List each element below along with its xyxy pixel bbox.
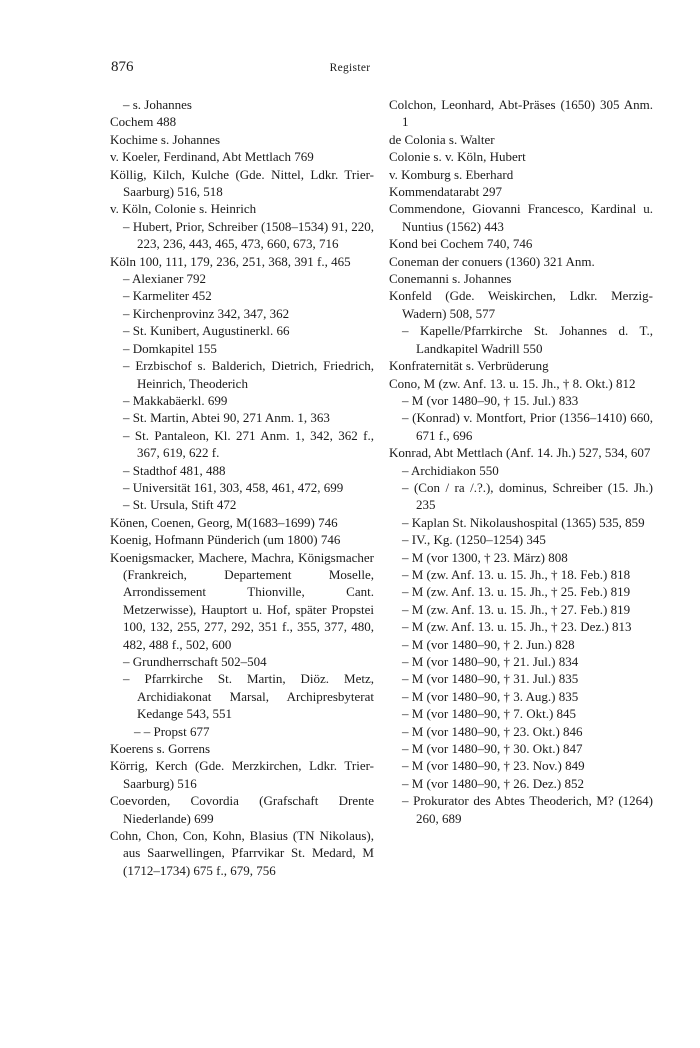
index-entry: Coevorden, Covordia (Grafschaft Drente Niederlande) 699 — [110, 793, 374, 826]
index-entry: – Pfarrkirche St. Martin, Diöz. Metz, Archidiakonat Marsal, Archipresbyterat Kedange 543, 551 — [123, 671, 374, 722]
index-entry: – s. Johannes — [123, 97, 192, 112]
index-entry: – M (vor 1480–90, † 15. Jul.) 833 — [402, 392, 579, 408]
index-entry: – Archidiakon 550 — [402, 462, 499, 478]
index-entry: Commendone, Giovanni Francesco, Kardinal u. Nuntius (1562) 443 — [389, 201, 653, 234]
index-entry: Cohn, Chon, Con, Kohn, Blasius (TN Nikolaus), aus Saarwellingen, Pfarrvikar St. Medard, M (1712–1734) 675 f., 679, 756 — [110, 828, 374, 878]
index-entry: Cochem 488 — [110, 114, 177, 130]
index-entry: – St. Martin, Abtei 90, 271 Anm. 1, 363 — [123, 410, 330, 426]
index-entry: – M (vor 1480–90, † 31. Jul.) 835 — [402, 671, 579, 687]
index-entry: – St. Kunibert, Augustinerkl. 66 — [123, 323, 290, 339]
index-entry: – Erzbischof s. Balderich, Dietrich, Friedrich, Heinrich, Theoderich — [123, 358, 374, 391]
index-entry: – M (vor 1480–90, † 23. Nov.) 849 — [402, 758, 585, 774]
index-entry: Koenigsmacker, Machere, Machra, Königsmacher (Frankreich, Departement Moselle, Arrondissement Thionville, Cant. Metzerwisse), Hauptort u. Hof, später Propstei 100, 132, 255, 277, 292, 351 f., 355, 377, 480, 482, 488 f., 502, 600 — [110, 549, 374, 652]
index-entry: Colonie s. v. Köln, Hubert — [389, 149, 526, 165]
index-entry: – M (zw. Anf. 13. u. 15. Jh., † 27. Feb.) 819 — [402, 601, 631, 617]
index-entry: – Domkapitel 155 — [123, 340, 217, 356]
index-entry: – Hubert, Prior, Schreiber (1508–1534) 91, 220, 223, 236, 443, 465, 473, 660, 673, 716 — [123, 218, 374, 252]
index-entry: Kond bei Cochem 740, 746 — [389, 236, 533, 252]
index-entry: Köllig, Kilch, Kulche (Gde. Nittel, Ldkr. Trier-Saarburg) 516, 518 — [110, 166, 374, 200]
index-entry: – Makkabäerkl. 699 — [123, 392, 228, 408]
index-entry: – IV., Kg. (1250–1254) 345 — [402, 532, 546, 548]
index-entry: – Grundherrschaft 502–504 — [123, 654, 267, 669]
index-entry: – Karmeliter 452 — [123, 288, 212, 304]
running-head: Register — [329, 62, 371, 74]
index-entry: Köln 100, 111, 179, 236, 251, 368, 391 f., 465 — [110, 253, 351, 269]
index-entry: v. Köln, Colonie s. Heinrich — [110, 201, 257, 217]
page-number: 876 — [111, 59, 134, 75]
index-entry: – – Propst 677 — [134, 723, 210, 739]
index-entry: – M (vor 1480–90, † 21. Jul.) 834 — [402, 654, 579, 669]
index-entry: – M (vor 1480–90, † 2. Jun.) 828 — [402, 636, 575, 652]
index-entry: – Alexianer 792 — [123, 271, 207, 287]
index-entry: – St. Ursula, Stift 472 — [123, 497, 237, 513]
index-entry: – Kirchenprovinz 342, 347, 362 — [123, 305, 290, 321]
index-entry: v. Komburg s. Eberhard — [389, 166, 514, 182]
index-entry: – (Con / ra /.?.), dominus, Schreiber (15. Jh.) 235 — [402, 479, 653, 513]
index-entry: Colchon, Leonhard, Abt-Präses (1650) 305 Anm. 1 — [389, 97, 653, 130]
index-entry: – M (vor 1300, † 23. März) 808 — [402, 549, 568, 565]
index-entry: – Universität 161, 303, 458, 461, 472, 699 — [123, 479, 344, 495]
index-entry: – M (vor 1480–90, † 26. Dez.) 852 — [402, 775, 584, 791]
index-entry: Kommendatarabt 297 — [389, 184, 502, 200]
index-entry: – M (vor 1480–90, † 7. Okt.) 845 — [402, 706, 577, 722]
index-entry: Konrad, Abt Mettlach (Anf. 14. Jh.) 527, 534, 607 — [389, 445, 651, 461]
index-entry: v. Koeler, Ferdinand, Abt Mettlach 769 — [110, 149, 314, 165]
index-entry: – M (zw. Anf. 13. u. 15. Jh., † 25. Feb.) 819 — [402, 584, 631, 600]
index-entry: Koerens s. Gorrens — [110, 741, 211, 757]
index-entry: – Prokurator des Abtes Theoderich, M? (1264) 260, 689 — [402, 793, 653, 826]
index-entry: – St. Pantaleon, Kl. 271 Anm. 1, 342, 362 f., 367, 619, 622 f. — [123, 427, 374, 461]
index-entry: – (Konrad) v. Montfort, Prior (1356–1410) 660, 671 f., 696 — [402, 410, 653, 443]
index-column-left — [110, 96, 374, 879]
index-entry: Könen, Coenen, Georg, M(1683–1699) 746 — [110, 514, 338, 530]
index-entry: de Colonia s. Walter — [389, 131, 495, 147]
index-entry: Cono, M (zw. Anf. 13. u. 15. Jh., † 8. Okt.) 812 — [389, 375, 636, 391]
index-entry: Konfraternität s. Verbrüderung — [389, 358, 549, 374]
index-entry: – Kapelle/Pfarrkirche St. Johannes d. T., Landkapitel Wadrill 550 — [402, 323, 653, 356]
index-entry: Koenig, Hofmann Pünderich (um 1800) 746 — [110, 532, 341, 548]
index-entry: – M (vor 1480–90, † 30. Okt.) 847 — [402, 741, 583, 757]
index-entry: – M (vor 1480–90, † 3. Aug.) 835 — [402, 688, 579, 704]
index-entry: – Kaplan St. Nikolaushospital (1365) 535, 859 — [402, 514, 645, 530]
index-entry: Körrig, Kerch (Gde. Merzkirchen, Ldkr. Trier-Saarburg) 516 — [110, 758, 374, 791]
index-entry: – M (vor 1480–90, † 23. Okt.) 846 — [402, 723, 583, 739]
index-column-right — [389, 96, 653, 827]
index-entry: Coneman der conuers (1360) 321 Anm. — [389, 253, 595, 269]
index-entry: – Stadthof 481, 488 — [123, 462, 226, 478]
index-entry: – M (zw. Anf. 13. u. 15. Jh., † 18. Feb.) 818 — [402, 566, 631, 582]
index-entry: – M (zw. Anf. 13. u. 15. Jh., † 23. Dez.) 813 — [402, 619, 632, 635]
index-entry: Conemanni s. Johannes — [389, 271, 512, 287]
index-entry: Konfeld (Gde. Weiskirchen, Ldkr. Merzig-Wadern) 508, 577 — [389, 288, 653, 321]
index-entry: Kochime s. Johannes — [110, 131, 221, 147]
